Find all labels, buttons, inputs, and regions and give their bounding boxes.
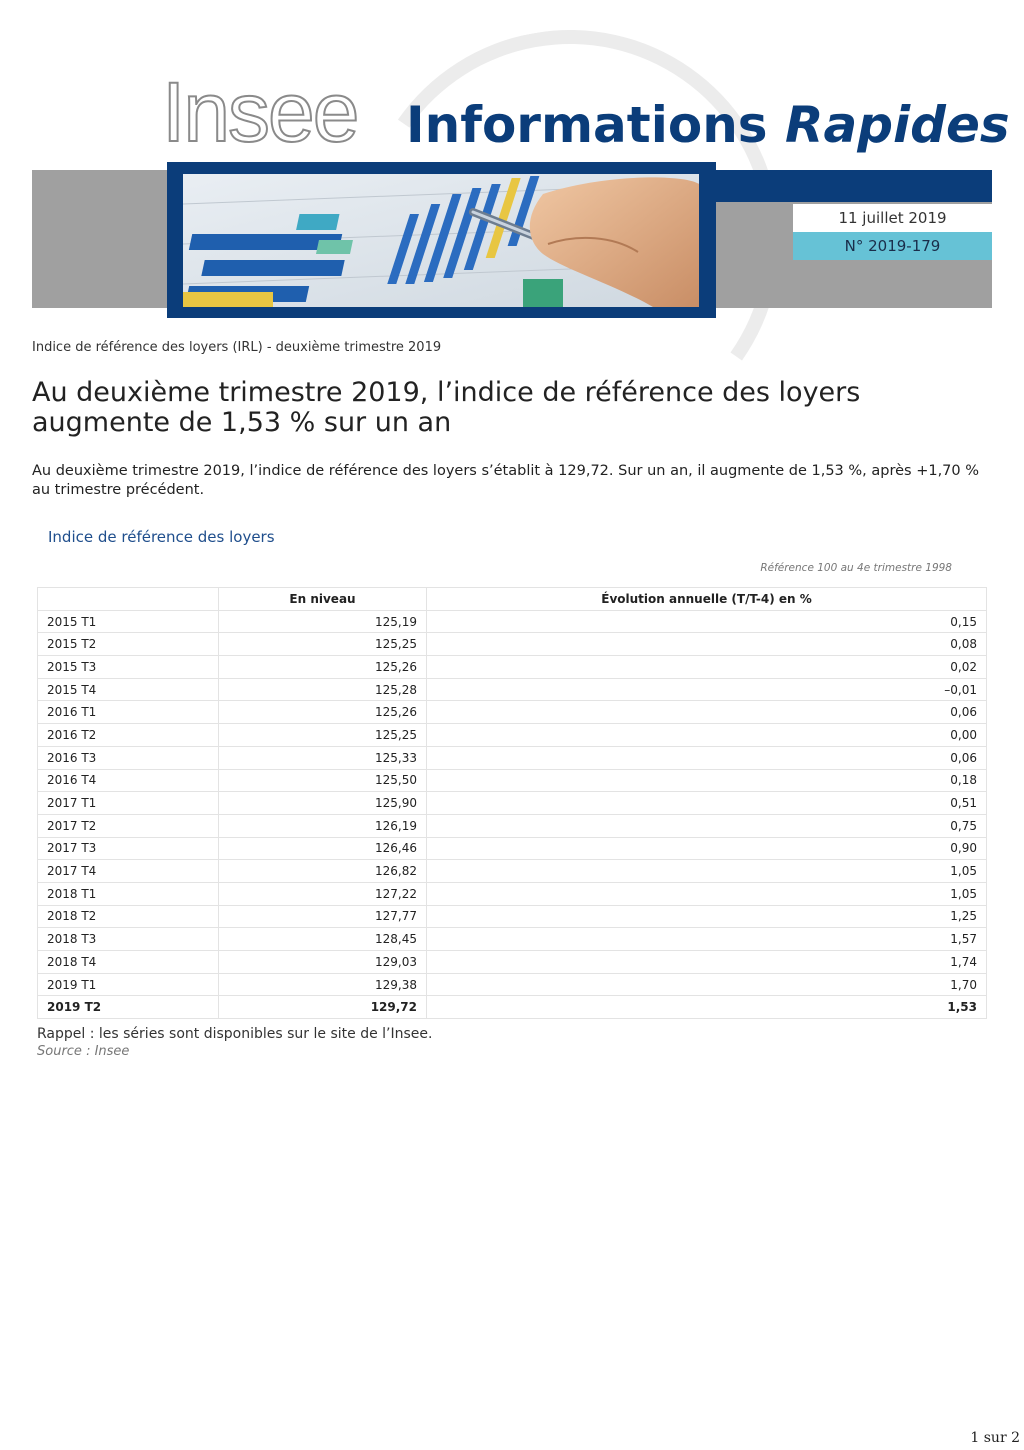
- change-cell: 1,74: [427, 951, 987, 974]
- change-cell: 1,53: [427, 996, 987, 1019]
- table-row: [38, 996, 987, 1019]
- table-row: [38, 746, 987, 769]
- note: Rappel : les séries sont disponibles sur le site de l’Insee.: [37, 1026, 433, 1042]
- period-cell: 2016 T1: [38, 701, 219, 724]
- level-cell: 126,82: [219, 860, 427, 883]
- level-cell: 125,26: [219, 701, 427, 724]
- table-row: [38, 928, 987, 951]
- period-cell: 2015 T2: [38, 633, 219, 656]
- header-photo-frame: [167, 162, 716, 318]
- table-body: [38, 610, 987, 1018]
- change-cell: 0,08: [427, 633, 987, 656]
- table-row: [38, 769, 987, 792]
- change-cell: 0,18: [427, 769, 987, 792]
- header-photo: [183, 174, 699, 307]
- change-cell: 1,57: [427, 928, 987, 951]
- table-row: [38, 837, 987, 860]
- level-cell: 125,90: [219, 792, 427, 815]
- publication-brand: [406, 98, 1010, 153]
- change-cell: 1,05: [427, 882, 987, 905]
- table-reference-note: Référence 100 au 4e trimestre 1998: [760, 562, 952, 574]
- table-header-level: En niveau: [219, 588, 427, 611]
- level-cell: 125,25: [219, 633, 427, 656]
- period-cell: 2018 T1: [38, 882, 219, 905]
- level-cell: 125,26: [219, 656, 427, 679]
- period-cell: 2016 T2: [38, 724, 219, 747]
- change-cell: 1,05: [427, 860, 987, 883]
- source: Source : Insee: [37, 1044, 130, 1059]
- period-cell: 2015 T3: [38, 656, 219, 679]
- table-row: [38, 701, 987, 724]
- table-row: [38, 860, 987, 883]
- change-cell: 0,00: [427, 724, 987, 747]
- level-cell: 125,28: [219, 678, 427, 701]
- level-cell: 126,46: [219, 837, 427, 860]
- table-row: [38, 814, 987, 837]
- level-cell: 125,50: [219, 769, 427, 792]
- change-cell: 0,06: [427, 746, 987, 769]
- period-cell: 2015 T4: [38, 678, 219, 701]
- change-cell: 0,90: [427, 837, 987, 860]
- period-cell: 2018 T3: [38, 928, 219, 951]
- insee-logo: Insee: [162, 65, 358, 159]
- period-cell: 2015 T1: [38, 610, 219, 633]
- period-cell: 2016 T3: [38, 746, 219, 769]
- level-cell: 128,45: [219, 928, 427, 951]
- header-navy-band: [715, 170, 992, 202]
- table-row: [38, 951, 987, 974]
- period-cell: 2016 T4: [38, 769, 219, 792]
- table-header-annual-change: Évolution annuelle (T/T-4) en %: [427, 588, 987, 611]
- table-row: [38, 656, 987, 679]
- change-cell: 0,15: [427, 610, 987, 633]
- publication-date: 11 juillet 2019: [793, 204, 992, 232]
- period-cell: 2017 T2: [38, 814, 219, 837]
- brand-word-informations: Informations: [406, 96, 768, 154]
- level-cell: 126,19: [219, 814, 427, 837]
- level-cell: 129,03: [219, 951, 427, 974]
- level-cell: 129,72: [219, 996, 427, 1019]
- table-row: [38, 724, 987, 747]
- level-cell: 129,38: [219, 973, 427, 996]
- table-row: [38, 610, 987, 633]
- change-cell: 0,51: [427, 792, 987, 815]
- change-cell: 0,75: [427, 814, 987, 837]
- table-row: [38, 792, 987, 815]
- change-cell: 1,25: [427, 905, 987, 928]
- table-row: [38, 678, 987, 701]
- period-cell: 2017 T4: [38, 860, 219, 883]
- change-cell: 0,02: [427, 656, 987, 679]
- brand-word-rapides: Rapides: [784, 96, 1010, 154]
- change-cell: 0,06: [427, 701, 987, 724]
- period-cell: 2019 T1: [38, 973, 219, 996]
- period-cell: 2018 T4: [38, 951, 219, 974]
- period-cell: 2017 T1: [38, 792, 219, 815]
- level-cell: 125,25: [219, 724, 427, 747]
- page-counter: 1 sur 2: [970, 1430, 1020, 1446]
- level-cell: 125,19: [219, 610, 427, 633]
- period-cell: 2018 T2: [38, 905, 219, 928]
- level-cell: 127,22: [219, 882, 427, 905]
- lead-paragraph: Au deuxième trimestre 2019, l’indice de référence des loyers s’établit à 129,72. Sur un an, il augmente de 1,53 %, après +1,70 % au trimestre précédent.: [32, 463, 980, 498]
- table-row: [38, 633, 987, 656]
- table-header-period: [38, 588, 219, 611]
- change-cell: –0,01: [427, 678, 987, 701]
- table-row: [38, 973, 987, 996]
- period-cell: 2019 T2: [38, 996, 219, 1019]
- headline: Au deuxième trimestre 2019, l’indice de référence des loyers augmente de 1,53 % sur un an: [32, 377, 861, 438]
- publication-number: N° 2019-179: [793, 232, 992, 260]
- period-cell: 2017 T3: [38, 837, 219, 860]
- table-row: [38, 882, 987, 905]
- table-row: [38, 905, 987, 928]
- table-title: Indice de référence des loyers: [48, 528, 275, 546]
- irl-table: [37, 587, 987, 1019]
- level-cell: 127,77: [219, 905, 427, 928]
- change-cell: 1,70: [427, 973, 987, 996]
- bar-chart-hand-illustration: [183, 174, 699, 307]
- table-header-row: [38, 588, 987, 611]
- document-subtitle: Indice de référence des loyers (IRL) - deuxième trimestre 2019: [32, 340, 442, 355]
- level-cell: 125,33: [219, 746, 427, 769]
